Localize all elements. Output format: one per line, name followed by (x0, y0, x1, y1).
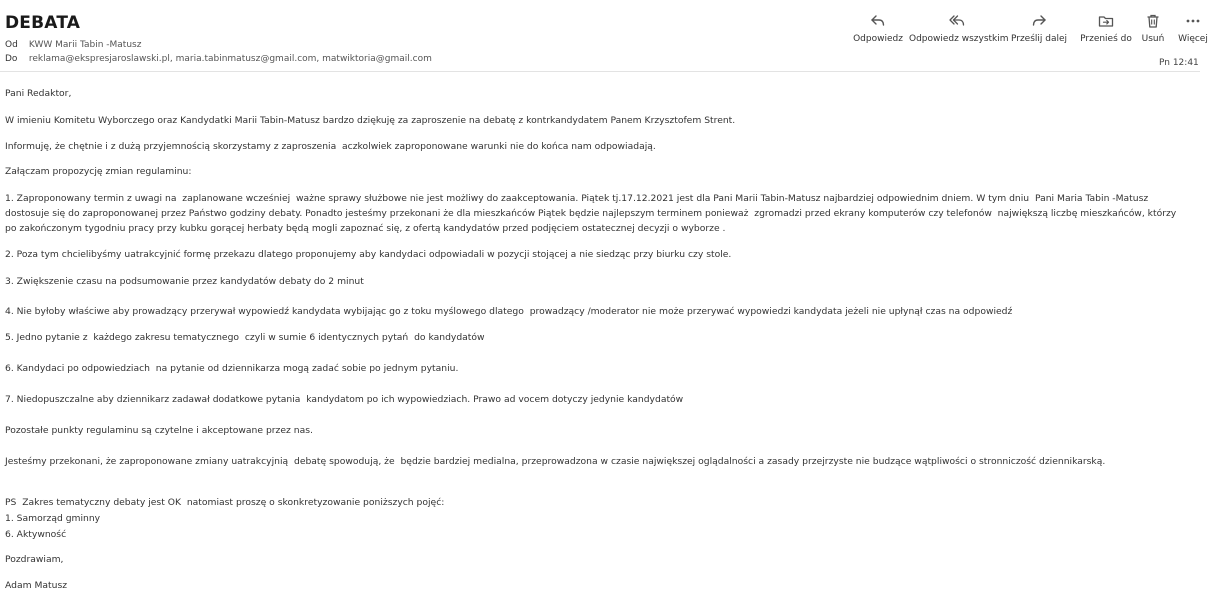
to-row (5, 54, 432, 64)
list-item: 4. Nie byłoby właściwe aby prowadzący przerywał wypowiedź kandydata wybijając go z toku myślowego dlatego prowadzący /moderator nie może przerywać wypowiedzi kandydata jeżeli nie upłynął czas na odpowiedź (5, 306, 1013, 317)
to-label: Do (5, 54, 18, 64)
email-subject: DEBATA (5, 13, 81, 33)
received-time: Pn 12:41 (1159, 58, 1199, 68)
postscript-item: 1. Samorząd gminny (5, 513, 101, 524)
forward-icon (1031, 13, 1047, 29)
move-to-button[interactable] (1080, 13, 1132, 49)
paragraph-conclusion: Jesteśmy przekonani, że zaproponowane zmiany uatrakcyjnią debatę spowodują, że będzie bardziej medialna, przeprowadzona w czasie największej oglądalności a zasady przejrzyste nie budzące wątpliwości o stronniczość dziennikarską. (5, 456, 1106, 467)
more-button[interactable] (1173, 13, 1213, 49)
from-row (5, 40, 141, 50)
signature: Adam Matusz (5, 580, 68, 591)
trash-icon (1145, 13, 1161, 29)
list-item: 3. Zwiększenie czasu na podsumowanie przez kandydatów debaty do 2 minut (5, 276, 364, 287)
move-to-label: Przenieś do (1080, 34, 1132, 44)
list-item: 7. Niedopuszczalne aby dziennikarz zadawał dodatkowe pytania kandydatom po ich wypowiedziach. Prawo ad vocem dotyczy jedynie kandydatów (5, 394, 684, 405)
recipients[interactable]: reklama@ekspresjaroslawski.pl, maria.tabinmatusz@gmail.com, matwiktoria@gmail.com (28, 54, 432, 64)
forward-button[interactable] (1010, 13, 1068, 49)
from-label: Od (5, 40, 18, 50)
reply-label: Odpowiedz (853, 34, 903, 44)
paragraph-thanks: W imieniu Komitetu Wyborczego oraz Kandydatki Marii Tabin-Matusz bardzo dziękuję za zaproszenie na debatę z kontrkandydatem Panem Krzysztofem Strent. (5, 115, 736, 126)
list-item-continuation: dostosuje się do zaproponowanej przez Państwo godziny debaty. Ponadto jesteśmy przekonani że dla mieszkańców Piątek będzie najlepszym terminem ponieważ zgromadzi przed ekrany komputerów czy telefonów największą liczbę mieszkańców, którzy (5, 208, 1177, 219)
header-divider (0, 71, 1200, 72)
reply-all-label: Odpowiedz wszystkim (909, 34, 1009, 44)
reply-all-button[interactable] (909, 13, 1009, 49)
reply-all-icon (949, 13, 965, 29)
more-label: Więcej (1178, 34, 1208, 44)
more-icon (1185, 13, 1201, 29)
delete-button[interactable] (1141, 13, 1165, 49)
move-to-folder-icon (1098, 13, 1114, 29)
list-item: 5. Jedno pytanie z każdego zakresu tematycznego czyli w sumie 6 identycznych pytań do kandydatów (5, 332, 485, 343)
message-toolbar (846, 13, 1208, 49)
paragraph-acceptance: Informuję, że chętnie i z dużą przyjemnością skorzystamy z zaproszenia aczkolwiek zaproponowane warunki nie do końca nam odpowiadają. (5, 141, 656, 152)
delete-label: Usuń (1141, 34, 1165, 44)
reply-icon (870, 13, 886, 29)
closing: Pozdrawiam, (5, 554, 64, 565)
list-item: 6. Kandydaci po odpowiedziach na pytanie od dziennikarza mogą zadać sobie po jednym pytaniu. (5, 363, 459, 374)
paragraph-proposal-intro: Załączam propozycję zmian regulaminu: (5, 166, 192, 177)
list-item-continuation: po zakończonym tygodniu pracy przy kubku gorącej herbaty będą mogli zapoznać się, z ofertą kandydatów przed podjęciem ostatecznej decyzji o wyborze . (5, 223, 726, 234)
reply-button[interactable] (852, 13, 904, 49)
list-item: 2. Poza tym chcielibyśmy uatrakcyjnić formę przekazu dlatego proponujemy aby kandydaci odpowiadali w pozycji stojącej a nie siedząc przy biurku czy stole. (5, 249, 732, 260)
greeting: Pani Redaktor, (5, 88, 72, 99)
postscript: PS Zakres tematyczny debaty jest OK natomiast proszę o skonkretyzowanie poniższych pojęć: (5, 497, 445, 508)
sender-name[interactable]: KWW Marii Tabin -Matusz (28, 40, 142, 50)
paragraph-other-points: Pozostałe punkty regulaminu są czytelne i akceptowane przez nas. (5, 425, 313, 436)
list-item: 1. Zaproponowany termin z uwagi na zaplanowane wcześniej ważne sprawy służbowe nie jest możliwy do zaakceptowania. Piątek tj.17.12.2021 jest dla Pani Marii Tabin-Matusz najbardziej odpowiednim dniem. W tym dniu Pani Maria Tabin -Matusz (5, 193, 1149, 204)
email-header (0, 0, 1208, 72)
forward-label: Prześlij dalej (1010, 34, 1068, 44)
postscript-item: 6. Aktywność (5, 529, 67, 540)
